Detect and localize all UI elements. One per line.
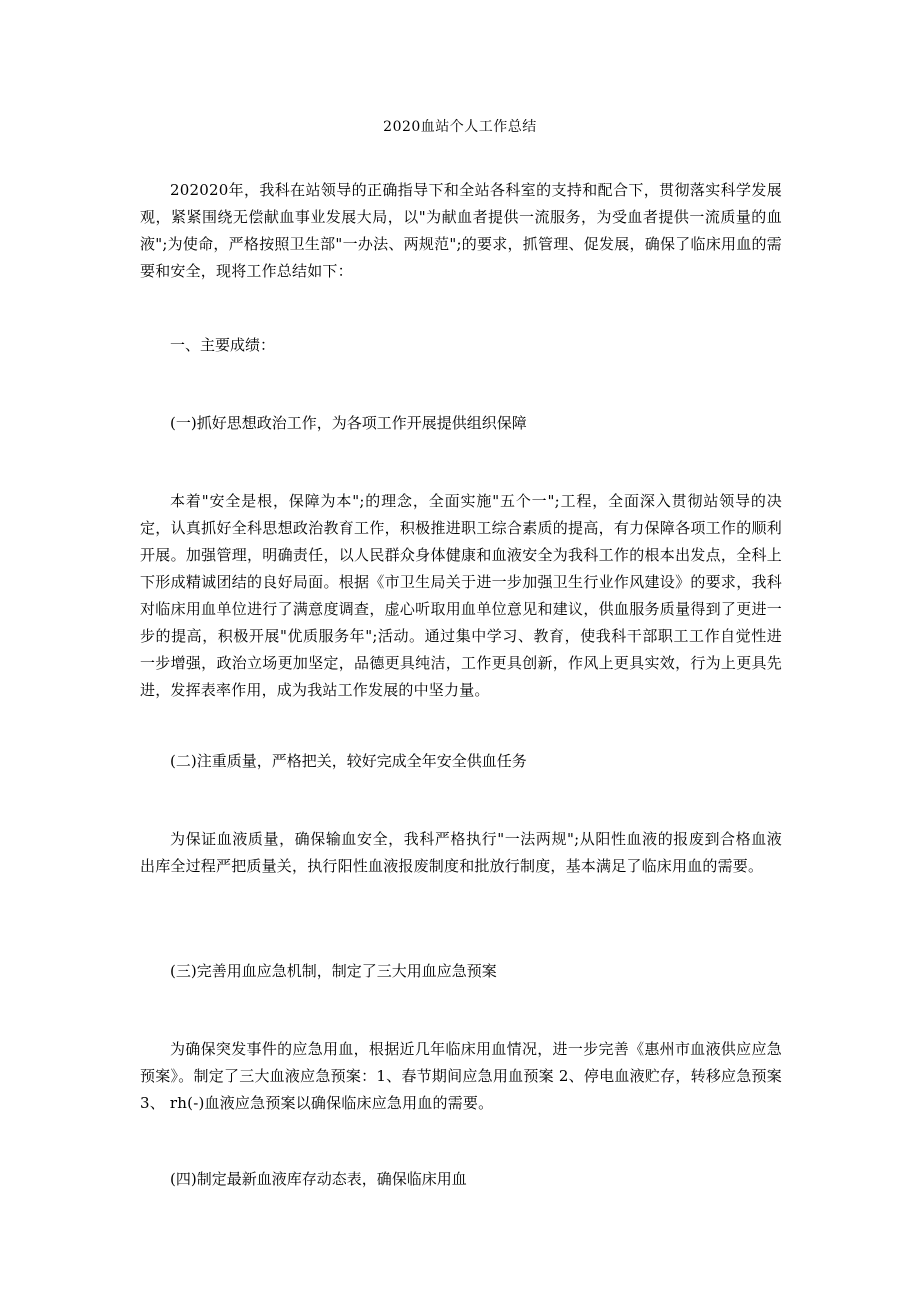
subsection-heading-4: (四)制定最新血液库存动态表，确保临床用血: [170, 1170, 467, 1188]
section-heading-main-achievements: 一、主要成绩：: [170, 336, 276, 354]
subsection-2-paragraph: 为保证血液质量，确保输血安全，我科严格执行"一法两规";从阳性血液的报废到合格血液出库全过程严把质量关，执行阳性血液报废制度和批放行制度，基本满足了临床用血的需要。: [140, 830, 782, 875]
subsection-heading-1: (一)抓好思想政治工作，为各项工作开展提供组织保障: [170, 414, 527, 432]
document-title: 2020血站个人工作总结: [383, 119, 537, 135]
subsection-heading-2: (二)注重质量，严格把关，较好完成全年安全供血任务: [170, 752, 527, 770]
subsection-1-paragraph: 本着"安全是根，保障为本";的理念，全面实施"五个一";工程，全面深入贯彻站领导的决定，认真抓好全科思想政治教育工作，积极推进职工综合素质的提高，有力保障各项工作的顺利开展。加强管理，明确责任，以人民群众身体健康和血液安全为我科工作的根本出发点，全科上下形成精诚团结的良好局面。根据《市卫生局关于进一步加强卫生行业作风建设》的要求，我科对临床用血单位进行了满意度调查，虚心听取用血单位意见和建议，供血服务质量得到了更进一步的提高，积极开展"优质服务年";活动。通过集中学习、教育，使我科干部职工工作自觉性进一步增强，政治立场更加坚定，品德更具纯洁，工作更具创新，作风上更具实效，行为上更具先进，发挥表率作用，成为我站工作发展的中坚力量。: [140, 492, 782, 699]
intro-paragraph: 202020年，我科在站领导的正确指导下和全站各科室的支持和配合下，贯彻落实科学发展观，紧紧围绕无偿献血事业发展大局，以"为献血者提供一流服务，为受血者提供一流质量的血液";为使命，严格按照卫生部"一办法、两规范";的要求，抓管理、促发展，确保了临床用血的需要和安全，现将工作总结如下：: [140, 181, 782, 280]
subsection-heading-3: (三)完善用血应急机制，制定了三大用血应急预案: [170, 962, 497, 980]
subsection-3-paragraph: 为确保突发事件的应急用血，根据近几年临床用血情况，进一步完善《惠州市血液供应应急预案》。制定了三大血液应急预案：1、春节期间应急用血预案 2、停电血液贮存，转移应急预案 3、 rh(-)血液应急预案以确保临床应急用血的需要。: [140, 1040, 782, 1112]
